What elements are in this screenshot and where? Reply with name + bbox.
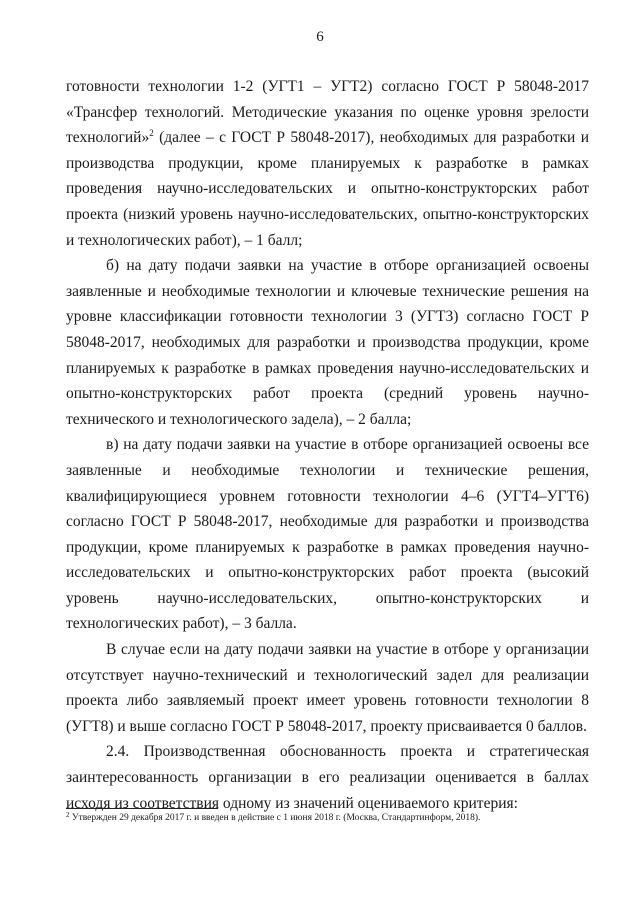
paragraph-item-v: в) на дату подачи заявки на участие в отборе организацией освоены все заявленные и необходимые технологии и технические решения, квалифицирующиеся уровнем готовности технологии 4–6 (УГТ4–УГТ6) согласно ГОСТ Р 58048-2017, необходимые для разработки и производства продукции, кроме планируемых к разработке в рамках проведения научно-исследовательских и опытно-конструкторских работ проекта (высокий уровень научно-исследовательских, опытно-конструкторских и технологических работ), – 3 балла.: [66, 436, 589, 633]
page-number: 6: [316, 29, 324, 45]
paragraph-section-2-4: 2.4. Производственная обоснованность проекта и стратегическая заинтересованность организации в его реализации оценивается в баллах исходя из соответствия одному из значений оцениваемого критерия:: [66, 743, 589, 812]
paragraph-zero-points: В случае если на дату подачи заявки на участие в отборе у организации отсутствует научно-технический и технологический задел для реализации проекта либо заявляемый проект имеет уровень готовности технологии 8 (УГТ8) и выше согласно ГОСТ Р 58048-2017, проекту присваивается 0 баллов.: [66, 641, 589, 735]
paragraph-text: (далее – с ГОСТ Р 58048-2017), необходимых для разработки и производства продукции, кроме планируемых к разработке в рамках проведения научно-исследовательских и опытно-конструкторских работ проекта (низкий уровень научно-исследовательских, опытно-конструкторских и технологических работ), – 1 балл;: [66, 129, 589, 249]
footnote-reference: 2: [149, 128, 154, 139]
footnote-divider: [66, 808, 218, 809]
document-body: [66, 74, 589, 816]
paragraph-ugt1-2: [66, 74, 589, 253]
footnote: [66, 812, 589, 825]
footnote-mark: 2: [66, 811, 70, 819]
paragraph-item-b: б) на дату подачи заявки на участие в отборе организацией освоены заявленные и необходимые технологии и ключевые технические решения на уровне классификации готовности технологии 3 (УГТ3) согласно ГОСТ Р 58048-2017, необходимых для разработки и производства продукции, кроме планируемых к разработке в рамках проведения научно-исследовательских и опытно-конструкторских работ проекта (средний уровень научно-технического и технологического задела), – 2 балла;: [66, 257, 589, 428]
paragraph-text: готовности технологии 1-2 (УГТ1 – УГТ2) согласно ГОСТ Р 58048-2017 «Трансфер технологий. Методические указания по оценке уровня зрелости технологий»: [66, 78, 589, 147]
footnote-text: Утвержден 29 декабря 2017 г. и введен в действие с 1 июня 2018 г. (Москва, Стандартинформ, 2018).: [69, 813, 481, 823]
